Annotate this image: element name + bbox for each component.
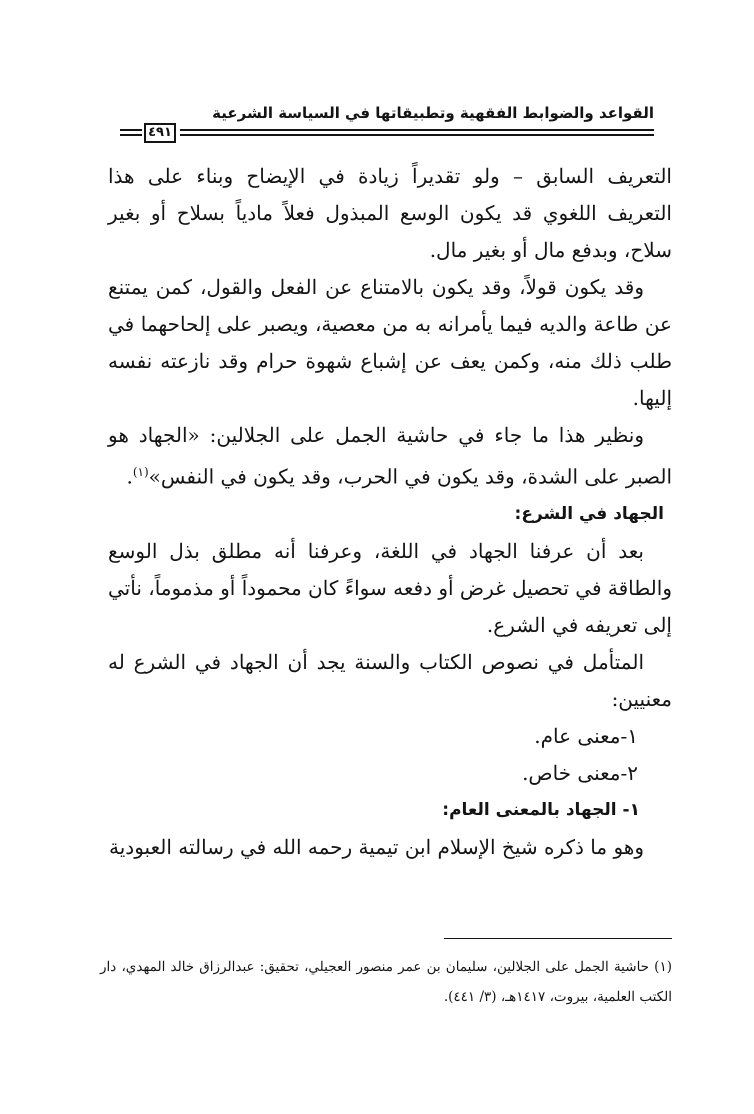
header-title: القواعد والضوابط الفقهية وتطبيقاتها في السياسة الشرعية bbox=[212, 104, 654, 122]
page-number: ٤٩١ bbox=[144, 123, 176, 143]
subsection-heading: ١- الجهاد بالمعنى العام: bbox=[442, 799, 640, 820]
header-rule-left bbox=[120, 128, 142, 140]
section-heading: الجهاد في الشرع: bbox=[514, 503, 664, 524]
paragraph bbox=[108, 417, 672, 496]
main-text bbox=[108, 158, 672, 866]
paragraph: بعد أن عرفنا الجهاد في اللغة، وعرفنا أنه مطلق بذل الوسع والطاقة في تحصيل غرض أو دفعه سواءً كان محموداً أو مذموماً، نأتي إلى تعريفه في الشرع. bbox=[108, 538, 672, 637]
paragraph: وقد يكون قولاً، وقد يكون بالامتناع عن الفعل والقول، كمن يمتنع عن طاعة والديه فيما يأمرانه به من معصية، ويصبر على إلحاحهما في طلب ذلك منه، وكمن يعف عن إشباع شهوة حرام وقد نازعته نفسه إليها. bbox=[108, 275, 672, 410]
footnote-text: (١) حاشية الجمل على الجلالين، سليمان بن عمر منصور العجيلي، تحقيق: عبدالرزاق خالد المهدي، دار الكتب العلمية، بيروت، ١٤١٧هـ، (٣/ ٤٤١). bbox=[100, 959, 672, 1005]
paragraph: التعريف السابق – ولو تقديراً زيادة في الإيضاح وبناء على هذا التعريف اللغوي قد يكون الوسع المبذول فعلاً مادياً بسلاح أو بغير سلاح، وبدفع مال أو بغير مال. bbox=[108, 164, 672, 262]
paragraph: وهو ما ذكره شيخ الإسلام ابن تيمية رحمه الله في رسالته العبودية bbox=[109, 834, 644, 859]
footnotes bbox=[100, 952, 672, 1012]
list-item: ٢-معنى خاص. bbox=[522, 760, 638, 785]
footnote-divider bbox=[444, 938, 672, 939]
footnote-reference: (١) bbox=[132, 465, 149, 479]
header-rule-right bbox=[180, 128, 654, 140]
running-header bbox=[120, 104, 654, 144]
paragraph: المتأمل في نصوص الكتاب والسنة يجد أن الجهاد في الشرع له معنيين: bbox=[108, 649, 672, 711]
paragraph-text: ونظير هذا ما جاء في حاشية الجمل على الجلالين: «الجهاد هو الصبر على الشدة، وقد يكون في الحرب، وقد يكون في النفس» bbox=[108, 423, 672, 489]
sentence-end: . bbox=[126, 464, 133, 489]
list-item: ١-معنى عام. bbox=[534, 723, 638, 748]
